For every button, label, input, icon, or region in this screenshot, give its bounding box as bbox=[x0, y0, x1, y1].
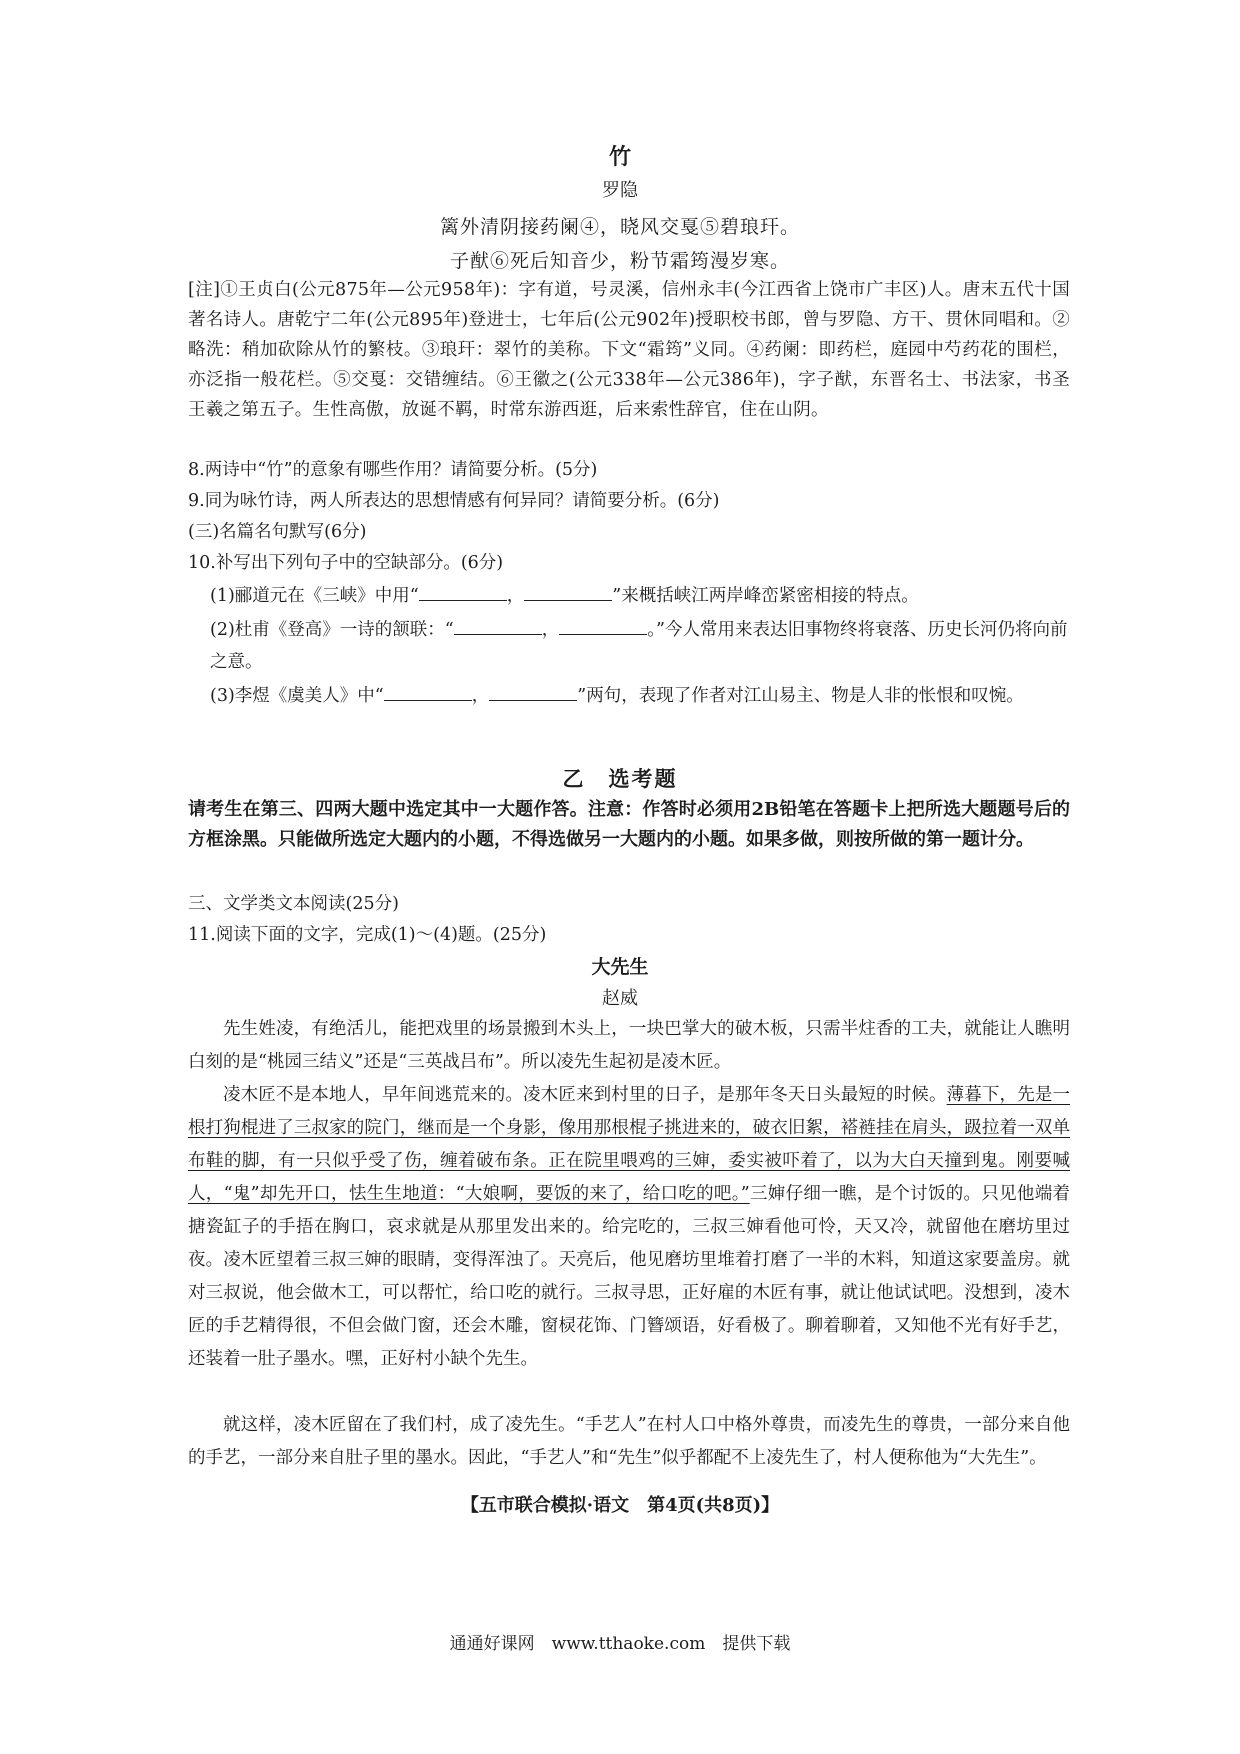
poem-line-1: 篱外清阴接药阑④，晓风交戛⑤碧琅玕。 bbox=[439, 216, 800, 238]
answer-blank[interactable] bbox=[419, 582, 507, 601]
story-paragraph-2-rest: 三婶仔细一瞧，是个讨饭的。只见他端着搪瓷缸子的手捂在胸口，哀求就是从那里发出来的。给完吃的，三叔三婶看他可怜，天又冷，就留他在磨坊里过夜。凌木匠望着三叔三婶的眼睛，变得浑浊了。天亮后，他见磨坊里堆着打磨了一半的木料，知道这家要盖房。就对三叔说，他会做木工，可以帮忙，给口吃的就行。三叔寻思，正好雇的木匠有事，就让他试试吧。没想到，凌木匠的手艺精得很，不但会做门窗，还会木雕，窗棂花饰、门簪颂语，好看极了。聊着聊着，又知他不光有好手艺，还装着一肚子墨水。嘿，正好村小缺个先生。 bbox=[188, 1184, 1070, 1369]
question-10: 10.补写出下列句子中的空缺部分。(6分) bbox=[188, 553, 504, 573]
answer-blank[interactable] bbox=[489, 682, 577, 701]
story-paragraph-2 bbox=[188, 1079, 1070, 1376]
item-3-suffix: ”两句，表现了作者对江山易主、物是人非的怅恨和叹惋。 bbox=[577, 686, 1024, 706]
story-paragraph-2-intro: 凌木匠不是本地人，早年间逃荒来的。凌木匠来到村里的日子，是那年冬天日头最短的时候。 bbox=[223, 1085, 947, 1105]
section-dictation-heading: (三)名篇名句默写(6分) bbox=[188, 522, 367, 542]
question-10-item-2: (2)杜甫《登高》一诗的颔联：“ ， 。”今人常用来表达旧事物终将衰落、历史长河仍将向前之意。 bbox=[210, 614, 1070, 678]
answer-blank[interactable] bbox=[384, 682, 472, 701]
item-2-suffix: 。”今人常用来表达旧事物终将衰落、历史长河仍将向前之意。 bbox=[210, 620, 1068, 672]
story-author: 赵威 bbox=[602, 988, 638, 1009]
answer-blank[interactable] bbox=[559, 616, 647, 635]
download-watermark: 通通好课网 www.tthaoke.com 提供下载 bbox=[449, 1634, 791, 1654]
story-paragraph-3: 就这样，凌木匠留在了我们村，成了凌先生。“手艺人”在村人口中格外尊贵，而凌先生的尊贵，一部分来自他的手艺，一部分来自肚子里的墨水。因此，“手艺人”和“先生”似乎都配不上凌先生了，村人便称他为“大先生”。 bbox=[188, 1415, 1070, 1468]
question-9: 9.同为咏竹诗，两人所表达的思想情感有何异同？请简要分析。(6分) bbox=[188, 491, 720, 511]
story-paragraph-1: 先生姓凌，有绝活儿，能把戏里的场景搬到木头上，一块巴掌大的破木板，只需半炷香的工夫，就能让人瞧明白刻的是“桃园三结义”还是“三英战吕布”。所以凌先生起初是凌木匠。 bbox=[188, 1019, 1070, 1072]
answer-blank[interactable] bbox=[524, 582, 612, 601]
underlined-passage: 薄暮下，先是一根打狗棍进了三叔家的院门，继而是一个身影，像用那根棍子挑进来的，破衣旧絮，褡裢挂在肩头，趿拉着一双单布鞋的脚，有一只似乎受了伤，缠着破布条。正在院里喂鸡的三婶，委实被吓着了，以为大白天撞到鬼。刚要喊人，“鬼”却先开口，怯生生地道：“大娘啊，要饭的来了，给口吃的吧。” bbox=[188, 1085, 1071, 1204]
question-10-item-3: (3)李煜《虞美人》中“ ， ”两句，表现了作者对江山易主、物是人非的怅恨和叹惋。 bbox=[210, 680, 1070, 712]
annotation-note: [注]①王贞白(公元875年—公元958年)：字有道，号灵溪，信州永丰(今江西省上饶市广丰区)人。唐末五代十国著名诗人。唐乾宁二年(公元895年)登进士，七年后(公元902年)授职校书郎，曾与罗隐、方干、贯休同唱和。②略洗：稍加砍除从竹的繁枝。③琅玕：翠竹的美称。下文“霜筠”义同。④药阑：即药栏，庭园中芍药花的围栏，亦泛指一般花栏。⑤交戛：交错缠结。⑥王徽之(公元338年—公元386年)，字子猷，东晋名士、书法家，书圣王羲之第五子。生性高傲，放诞不羁，时常东游西逛，后来索性辞官，住在山阴。 bbox=[188, 280, 1070, 420]
poem-line-2: 子猷⑥死后知音少，粉节霜筠漫岁寒。 bbox=[449, 250, 790, 272]
item-2-prefix: (2)杜甫《登高》一诗的颔联：“ bbox=[210, 620, 454, 640]
section-literary-reading: 三、文学类文本阅读(25分) bbox=[188, 894, 399, 914]
item-1-prefix: (1)郦道元在《三峡》中用“ bbox=[210, 586, 419, 606]
question-10-item-1: (1)郦道元在《三峡》中用“ ， ”来概括峡江两岸峰峦紧密相接的特点。 bbox=[210, 580, 1070, 612]
question-8: 8.两诗中“竹”的意象有哪些作用？请简要分析。(5分) bbox=[188, 460, 598, 480]
answer-blank[interactable] bbox=[454, 616, 542, 635]
item-1-suffix: ”来概括峡江两岸峰峦紧密相接的特点。 bbox=[612, 586, 919, 606]
elective-heading: 乙 选考题 bbox=[562, 766, 678, 791]
page-footer: 【五市联合模拟·语文 第4页(共8页)】 bbox=[460, 1495, 780, 1516]
poem-title: 竹 bbox=[608, 144, 631, 170]
question-11: 11.阅读下面的文字，完成(1)～(4)题。(25分) bbox=[188, 925, 547, 945]
poem-author: 罗隐 bbox=[602, 180, 638, 201]
elective-instruction: 请考生在第三、四两大题中选定其中一大题作答。注意：作答时必须用2B铅笔在答题卡上把所选大题题号后的方框涂黑。只能做所选定大题内的小题，不得选做另一大题内的小题。如果多做，则按所做的第一题计分。 bbox=[188, 799, 1070, 850]
item-3-prefix: (3)李煜《虞美人》中“ bbox=[210, 686, 384, 706]
story-title: 大先生 bbox=[591, 956, 649, 978]
